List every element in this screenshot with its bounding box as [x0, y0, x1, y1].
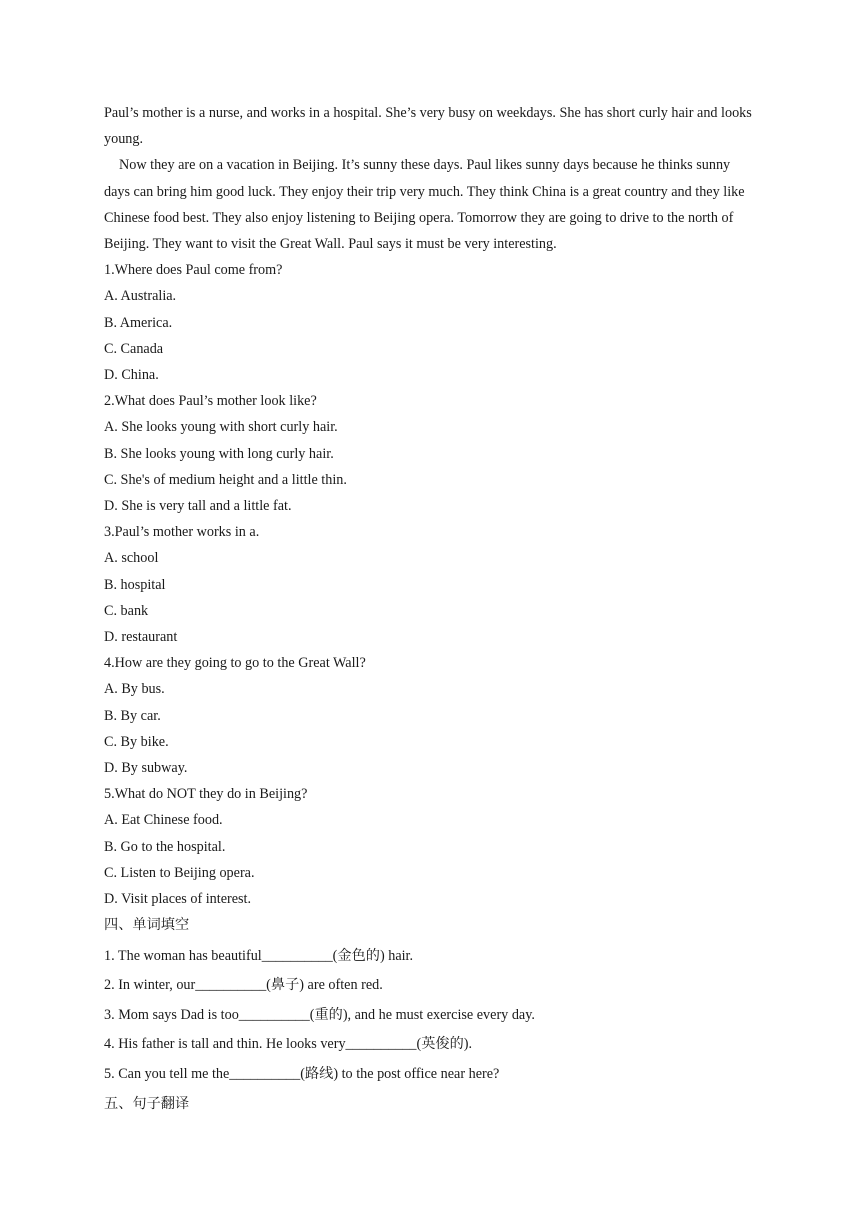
- option-a: A. school: [104, 550, 159, 567]
- option-d: D. By subway.: [104, 760, 188, 777]
- option-b: B. Go to the hospital.: [104, 838, 226, 855]
- option-c: C. bank: [104, 602, 149, 619]
- option-b: B. She looks young with long curly hair.: [104, 445, 334, 462]
- option-d: D. Visit places of interest.: [104, 891, 252, 908]
- fill-item-4: 4. His father is tall and thin. He looks very__________(英俊的).: [104, 1036, 473, 1053]
- fill-item-2: 2. In winter, our__________(鼻子) are often red.: [104, 977, 383, 994]
- question-stem: 4.How are they going to go to the Great Wall?: [104, 655, 366, 672]
- passage-paragraph-2: Now they are on a vacation in Beijing. It’s sunny these days. Paul likes sunny days because he thinks sunny days can bring him good luck. They enjoy their trip very much. They think China is a great country and they like Chinese food best. They also enjoy listening to Beijing opera. Tomorrow they are going to drive to the north of Beijing. They want to visit the Great Wall. Paul says it must be very interesting.: [104, 157, 745, 253]
- question-stem: 3.Paul’s mother works in a.: [104, 524, 260, 541]
- passage-paragraph-1: Paul’s mother is a nurse, and works in a hospital. She’s very busy on weekdays. She has short curly hair and looks young.: [104, 105, 752, 148]
- option-a: A. By bus.: [104, 681, 165, 698]
- option-b: B. America.: [104, 314, 173, 331]
- question-3: [104, 519, 754, 650]
- option-d: D. She is very tall and a little fat.: [104, 498, 292, 515]
- word-fill-list: [104, 942, 754, 1090]
- option-c: C. By bike.: [104, 733, 169, 750]
- option-a: A. She looks young with short curly hair.: [104, 419, 338, 436]
- question-stem: 1.Where does Paul come from?: [104, 262, 283, 279]
- option-b: B. hospital: [104, 576, 166, 593]
- question-1: [104, 257, 754, 388]
- section-5-title: 五、句子翻译: [104, 1096, 190, 1113]
- question-4: [104, 650, 754, 781]
- option-b: B. By car.: [104, 707, 161, 724]
- option-c: C. Canada: [104, 340, 164, 357]
- option-d: D. China.: [104, 367, 159, 384]
- document-content: [104, 100, 754, 1118]
- question-2: [104, 388, 754, 519]
- question-5: [104, 781, 754, 912]
- option-c: C. She's of medium height and a little thin.: [104, 471, 347, 488]
- question-stem: 2.What does Paul’s mother look like?: [104, 393, 317, 410]
- fill-item-1: 1. The woman has beautiful__________(金色的) hair.: [104, 947, 414, 964]
- fill-item-3: 3. Mom says Dad is too__________(重的), and he must exercise every day.: [104, 1006, 535, 1023]
- question-stem: 5.What do NOT they do in Beijing?: [104, 786, 308, 803]
- option-a: A. Eat Chinese food.: [104, 812, 223, 829]
- section-4-title: 四、单词填空: [104, 917, 190, 934]
- fill-item-5: 5. Can you tell me the__________(路线) to the post office near here?: [104, 1065, 500, 1082]
- option-a: A. Australia.: [104, 288, 177, 305]
- option-d: D. restaurant: [104, 629, 178, 646]
- option-c: C. Listen to Beijing opera.: [104, 864, 255, 881]
